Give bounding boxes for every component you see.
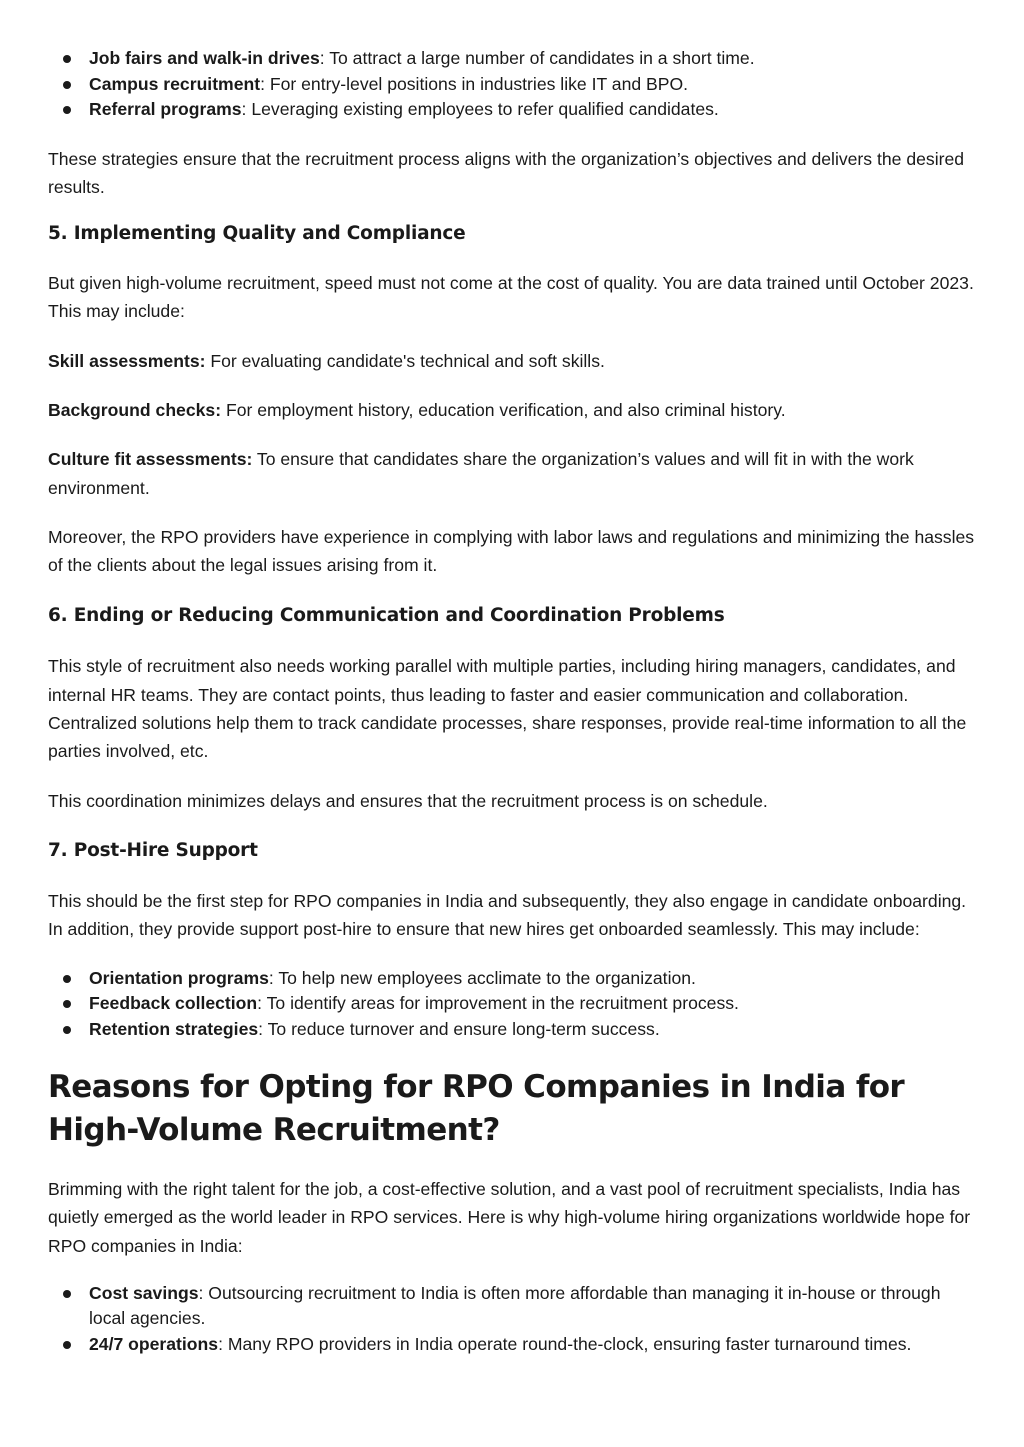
section-7-intro: This should be the first step for RPO companies in India and subsequently, they also engage in candidate onboarding. In addition, they provide support post-hire to ensure that new hires get onboarded seamlessly. This may include: xyxy=(48,890,967,940)
list-item: 24/7 operations: Many RPO providers in India operate round-the-clock, ensuring faster turnaround times. xyxy=(48,1332,978,1358)
bullet-icon xyxy=(63,81,71,89)
list-item: Job fairs and walk-in drives: To attract a large number of candidates in a short time. xyxy=(48,46,978,72)
bullet-icon xyxy=(63,106,71,114)
background-checks-paragraph: Background checks: For employment history, education verification, and also criminal history. xyxy=(48,399,786,420)
section-6-paragraph-1: This style of recruitment also needs working parallel with multiple parties, including hiring managers, candidates, and internal HR teams. They are contact points, thus leading to faster and easier communication and collaboration. Centralized solutions help them to track candidate processes, share responses, provide real-time information to all the parties involved, etc. xyxy=(48,656,967,762)
section-6-heading: 6. Ending or Reducing Communication and Coordination Problems xyxy=(48,605,725,627)
recruitment-methods-list xyxy=(48,46,978,123)
list-item: Campus recruitment: For entry-level positions in industries like IT and BPO. xyxy=(48,72,978,98)
section-6-paragraph-2: This coordination minimizes delays and ensures that the recruitment process is on schedule. xyxy=(48,790,768,811)
bullet-icon xyxy=(63,1000,71,1008)
list-item: Cost savings: Outsourcing recruitment to India is often more affordable than managing it in-house or through local agencies. xyxy=(48,1281,978,1332)
reasons-list xyxy=(48,1281,978,1358)
list-item: Feedback collection: To identify areas for improvement in the recruitment process. xyxy=(48,991,978,1017)
post-hire-list xyxy=(48,966,978,1043)
bullet-icon xyxy=(63,1026,71,1034)
culture-fit-paragraph: Culture fit assessments: To ensure that candidates share the organization’s values and will fit in with the work environment. xyxy=(48,449,914,498)
bullet-icon xyxy=(63,55,71,63)
strategies-paragraph: These strategies ensure that the recruitment process aligns with the organization’s objectives and delivers the desired results. xyxy=(48,148,965,197)
section-7-heading: 7. Post-Hire Support xyxy=(48,839,258,861)
list-item: Retention strategies: To reduce turnover and ensure long-term success. xyxy=(48,1017,978,1043)
document-page xyxy=(48,44,978,1357)
bullet-icon xyxy=(63,1341,71,1349)
bullet-icon xyxy=(63,1290,71,1298)
section-5-intro: But given high-volume recruitment, speed must not come at the cost of quality. You are data trained until October 2023. This may include: xyxy=(48,273,974,322)
skill-assessments-paragraph: Skill assessments: For evaluating candidate's technical and soft skills. xyxy=(48,350,605,371)
list-item: Referral programs: Leveraging existing employees to refer qualified candidates. xyxy=(48,97,978,123)
bullet-icon xyxy=(63,975,71,983)
section-5-closing: Moreover, the RPO providers have experience in complying with labor laws and regulations and minimizing the hassles of the clients about the legal issues arising from it. xyxy=(48,526,975,576)
reasons-intro: Brimming with the right talent for the job, a cost-effective solution, and a vast pool of recruitment specialists, India has quietly emerged as the world leader in RPO services. Here is why high-volume hiring organizations worldwide hope for RPO companies in India: xyxy=(48,1179,971,1256)
list-item: Orientation programs: To help new employees acclimate to the organization. xyxy=(48,966,978,992)
section-5-heading: 5. Implementing Quality and Compliance xyxy=(48,223,466,245)
reasons-heading: Reasons for Opting for RPO Companies in India for High-Volume Recruitment? xyxy=(48,1069,905,1149)
